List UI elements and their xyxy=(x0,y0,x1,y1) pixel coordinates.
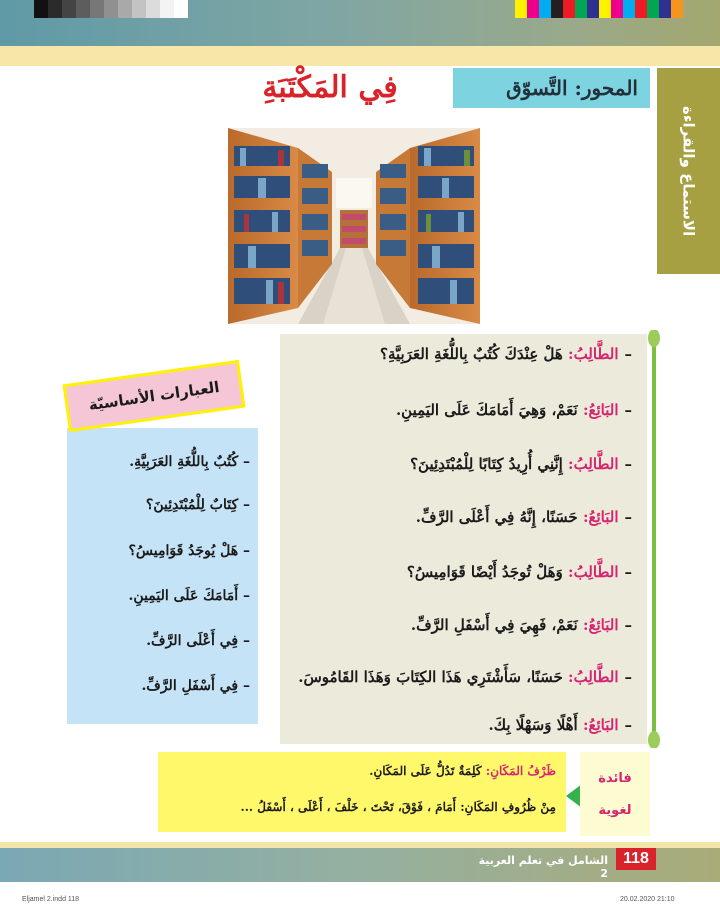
speaker-label: البَائِعُ xyxy=(588,508,619,526)
print-slug-date: 20.02.2020 21:10 xyxy=(620,896,675,903)
dialogue-text: حَسَنًا، سَأَشْتَرِي هَذَا الكِتَابَ وَهَذَا القَامُوسَ. xyxy=(298,668,563,686)
dialogue-line: –البَائِعُ: نَعَمْ، وَهِيَ أَمَامَكَ عَلَى اليَمِينِ. xyxy=(395,401,632,419)
dialogue-line: –الطَّالِبُ: هَلْ عِنْدَكَ كُتُبٌ بِاللُّغَةِ العَرَبِيَّةِ؟ xyxy=(380,345,632,363)
speaker-label: الطَّالِبُ xyxy=(573,455,619,473)
dialogue-text: إِنَّنِي أُرِيدُ كِتَابًا لِلْمُبْتَدِئِينَ؟ xyxy=(410,455,563,473)
key-phrases-heading: العبارات الأساسيّة xyxy=(87,377,221,415)
dialogue-text: أَهْلًا وَسَهْلًا بِكَ. xyxy=(488,716,578,734)
dialogue-text: نَعَمْ، وَهِيَ أَمَامَكَ عَلَى اليَمِينِ. xyxy=(395,401,578,419)
phrase-item: – فِي أَعْلَى الرَّفِّ. xyxy=(146,633,250,649)
section-side-label: الاستماع والقراءة xyxy=(679,105,698,237)
axis-label-box xyxy=(453,68,650,108)
dialogue-text: حَسَنًا، إِنَّهُ فِي أَعْلَى الرَّفِّ. xyxy=(415,508,578,526)
phrase-item: – كُتُبٌ بِاللُّغَةِ العَرَبِيَّةِ. xyxy=(129,454,250,470)
note-line-definition: ظَرْفُ المَكَانِ: كَلِمَةٌ تَدُلُّ عَلَى المَكَانِ. xyxy=(369,764,556,778)
phrase-item: – أَمَامَكَ عَلَى اليَمِينِ. xyxy=(128,588,250,604)
footer-cream-strip xyxy=(0,842,720,848)
dialogue-text: هَلْ عِنْدَكَ كُتُبٌ بِاللُّغَةِ العَرَبِيَّةِ؟ xyxy=(380,345,563,363)
dialogue-text: وَهَلْ تُوجَدُ أَيْضًا قَوَامِيسُ؟ xyxy=(406,563,563,581)
key-phrases-heading-box xyxy=(63,360,246,432)
linguistic-tip-box xyxy=(580,752,650,836)
speaker-label: الطَّالِبُ xyxy=(573,668,619,686)
page-title: فِي المَكْتَبَةِ xyxy=(262,70,398,105)
library-illustration xyxy=(228,128,480,324)
book-title: الشامل في تعلم العربية 2 xyxy=(478,854,608,880)
dialogue-rail-decoration xyxy=(647,330,661,748)
dialogue-line: –الطَّالِبُ: إِنَّنِي أُرِيدُ كِتَابًا لِلْمُبْتَدِئِينَ؟ xyxy=(410,455,632,473)
dialogue-line: –البَائِعُ: نَعَمْ، فَهِيَ فِي أَسْفَلِ الرَّفِّ. xyxy=(410,616,632,634)
page-number: 118 xyxy=(616,848,656,870)
dialogue-line: –البَائِعُ: أَهْلًا وَسَهْلًا بِكَ. xyxy=(488,716,632,734)
speaker-label: البَائِعُ xyxy=(588,616,619,634)
dialogue-text: نَعَمْ، فَهِيَ فِي أَسْفَلِ الرَّفِّ. xyxy=(410,616,578,634)
dialogue-line: –الطَّالِبُ: وَهَلْ تُوجَدُ أَيْضًا قَوَامِيسُ؟ xyxy=(406,563,632,581)
dialogue-line: –الطَّالِبُ: حَسَنًا، سَأَشْتَرِي هَذَا الكِتَابَ وَهَذَا القَامُوسَ. xyxy=(298,668,632,686)
color-registration-strip xyxy=(515,0,683,18)
print-slug-file: Eljamel 2.indd 118 xyxy=(22,896,80,903)
dialogue-line: –البَائِعُ: حَسَنًا، إِنَّهُ فِي أَعْلَى الرَّفِّ. xyxy=(415,508,632,526)
library-shelves-image xyxy=(228,128,480,324)
phrase-item: – فِي أَسْفَلِ الرَّفِّ. xyxy=(141,678,250,694)
speaker-label: البَائِعُ xyxy=(588,401,619,419)
speaker-label: الطَّالِبُ xyxy=(573,563,619,581)
tip-label-1: فائدة xyxy=(598,770,632,786)
note-line-examples: مِنْ ظُرُوفِ المَكَانِ: أَمَامَ ، فَوْقَ، تَحْتَ ، خَلْفَ ، أَعْلَى ، أَسْفَلُ ... xyxy=(240,800,556,814)
speaker-label: الطَّالِبُ xyxy=(573,345,619,363)
speaker-label: البَائِعُ xyxy=(588,716,619,734)
grayscale-registration-strip xyxy=(34,0,188,18)
phrase-item: – كِتَابٌ لِلْمُبْتَدِئِينَ؟ xyxy=(145,497,250,513)
footer-band xyxy=(0,842,720,882)
section-side-tab xyxy=(657,68,720,274)
cream-band xyxy=(0,46,720,66)
tip-label-2: لغوية xyxy=(598,802,632,818)
axis-label: المحور: التَّسوّق xyxy=(506,76,638,100)
phrase-item: – هَلْ يُوجَدُ قَوَامِيسُ؟ xyxy=(128,543,250,559)
